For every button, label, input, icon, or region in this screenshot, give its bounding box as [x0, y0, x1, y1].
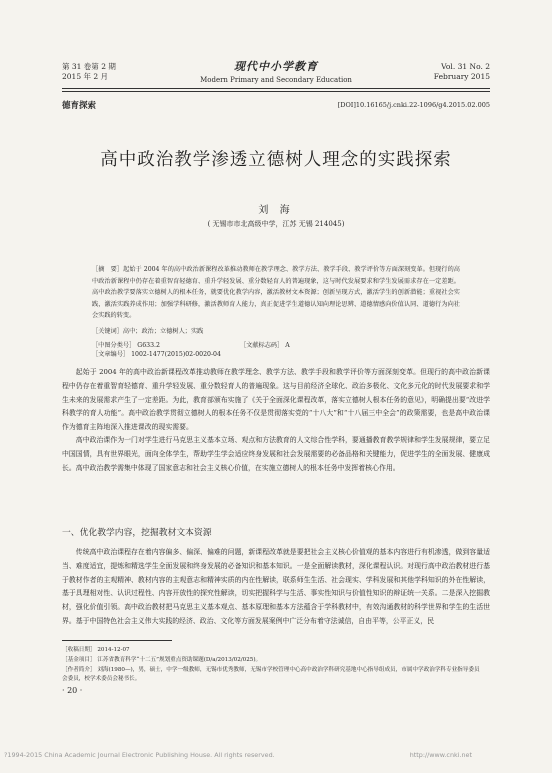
body-paragraph-2 — [62, 434, 490, 475]
issue-date: 2015 年 2 月 — [62, 72, 109, 81]
article-number: ［文章编号］ 1002-1477(2015)02-0020-04 — [92, 351, 221, 358]
running-header — [62, 62, 490, 90]
copyright-notice — [4, 751, 552, 759]
clc-number: ［中图分类号］ G633.2 — [92, 342, 160, 349]
body-paragraph-3 — [62, 546, 490, 629]
copyright-url[interactable]: http://www.cnki.net — [409, 751, 472, 759]
footnote-received: ［收稿日期］ 2014-12-07 — [62, 647, 130, 653]
paragraph-text: 传统高中政治课程存在着内容偏多、偏深、偏难的问题，新课程改革就是要把社会主义核心价值观的基本内容进行有机渗透，做到容量适当、难度适宜，提炼和精选学生全面发展和终身发展的必备知识和基本知识。一是全面解读教材，深化课程认识。对现行高中政治教材进行基于教材作者的主观精神、教材内容的主观意志和精神实质的内在性解读，联系师生生活、社会现实、学科发展和其他学科知识的外在性解读，基于具理相对性、认识过程性、内容开放性的探究性解读，切实把握科学与生活、事实性知识与价值性知识的辩证统一关系。二是深入挖掘教材，强化价值引领。高中政治教材把马克思主义基本观点、基本原理和基本方法蕴含于学科教材中，有效沟通教材的科学世界和学生的生活世界。基于中国特色社会主义伟大实践的经济、政治、文化等方面发展案例中广泛分布着守法诚信，自由平等，公平正义，民 — [62, 548, 490, 625]
journal-name-en: Modern Primary and Secondary Education — [200, 76, 352, 84]
journal-name-cn: 现代中小学教育 — [234, 60, 318, 73]
header-rule-thick — [62, 88, 490, 89]
body-paragraph-1 — [62, 366, 490, 435]
volume-issue-en: Vol. 31 No. 2 — [441, 62, 490, 71]
journal-name — [62, 58, 490, 84]
paragraph-text: 起始于 2004 年的高中政治新课程改革推动教师在教学理念、教学方法、教学手段和教学评价等方面深刻变革。但现行的高中政治新课程中仍存在着重智育轻德育、重升学轻发展、重分数轻育人的普遍现象。这与目前经济全球化、政治多极化、文化多元化的时代发展要求和学生未来的发展需求产生了一定差距。为此，教育部颁布实施了《关于全面深化课程改革，落实立德树人根本任务的意见》，明确提出要“改进学科教学的育人功能”。高中政治教学贯彻立德树人的根本任务不仅是贯彻落实党的“十八大”和“十八届三中全会”的政策需要，也是高中政治课作为德育主阵地深入推进课改的现实需要。 — [62, 368, 490, 432]
header-rule-thin — [62, 91, 490, 92]
article-title: 高中政治教学渗透立德树人理念的实践探索 — [100, 150, 452, 170]
classification-line — [92, 340, 460, 358]
column-label: 德育探索 — [62, 101, 97, 111]
footnote-funding: ［基金项目］ 江苏省教育科学“十二五”规划重点资助课题(D/a/2013/02/025)。 — [62, 657, 262, 663]
page-number: · 20 · — [62, 686, 83, 695]
author: 刘 海 — [258, 205, 294, 216]
section-heading: 一、优化教学内容，挖掘教材文本资源 — [62, 528, 212, 538]
doi: [DOI]10.16165/j.cnki.22-1096/g4.2015.02.005 — [337, 101, 490, 109]
footnote-author-bio: ［作者简介］ 刘海(1980—)，男，硕士，中学一级教师，无锡市优秀教师，无锡市学校管理中心高中政治学科研究基地中心指导组成员，市属中学政治学科专业指导委员会委员，校学术委员会秘书长。 — [62, 667, 480, 682]
issue-date-en: February 2015 — [433, 72, 490, 81]
volume-issue: 第 31 卷第 2 期 — [62, 62, 116, 71]
copyright-text: ?1994-2015 China Academic Journal Electronic Publishing House. All rights reserved. — [4, 751, 275, 759]
paragraph-text: 高中政治课作为一门对学生进行马克思主义基本立场、观点和方法教育的人文综合性学科，要通播教育教学规律和学生发展规律，要立足中国国情，具有世界眼光，面向全体学生，帮助学生学会适应终身发展和社会发展需要的必备品格和关键能力，促进学生的全面发展、健康成长。高中政治教学需集中体现了国家意志和社会主义核心价值，在实施立德树人的根本任务中发挥着核心作用。 — [62, 436, 490, 472]
document-code: ［文献标志码］ A — [240, 342, 290, 349]
affiliation: ( 无锡市市北高级中学，江苏 无锡 214045) — [207, 220, 345, 228]
issue-info-en — [434, 62, 490, 82]
footnote-rule — [62, 640, 172, 641]
keywords: ［关键词］高中；政治；立德树人；实践 — [92, 328, 204, 335]
abstract: ［摘 要］起始于 2004 年的高中政治新课程改革推动教师在教学理念、教学方法、教学手段、教学评价等方面深刻变革。但现行的高中政治新课程中仍存在着重智育轻德育、重升学轻发展、重分数轻育人的普遍现象，这与时代发展要求和学生发展需求存在一定差距。高中政治教学要落实立德树人的根本任务，就要优化教学内容，激活教材文本资源；创新呈现方式，激活学生的创新潜能；重视社会实践，激活实践养成作用；加强学科研修，激活教师育人能力，真正促进学生道德认知向理论思辨、道德情感向价值认同、道德行为向社会实践的转变。 — [92, 266, 460, 320]
